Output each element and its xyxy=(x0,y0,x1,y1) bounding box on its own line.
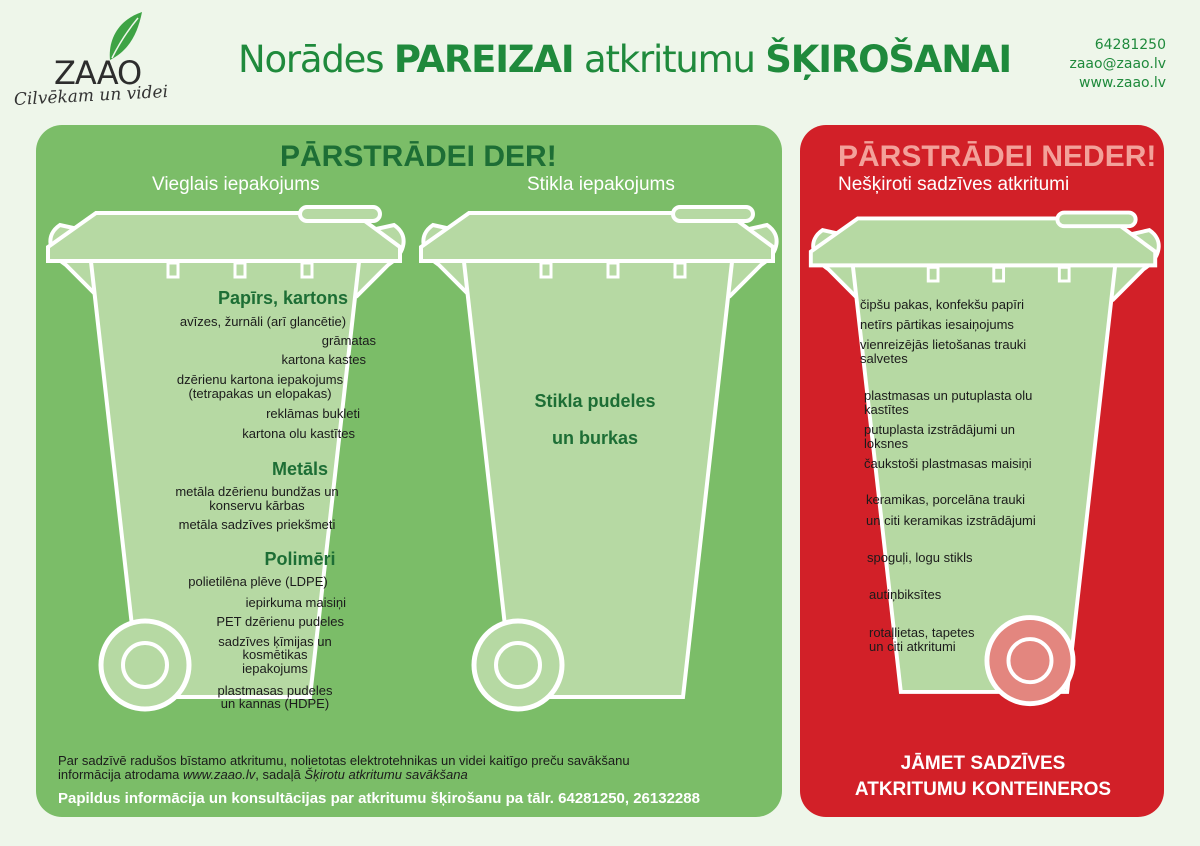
non-recyclable-item: rotaļlietas, tapetes xyxy=(869,625,975,640)
non-recyclable-item: loksnes xyxy=(864,436,909,451)
metal-category-title: Metāls xyxy=(271,459,329,479)
note-link[interactable]: www.zaao.lv xyxy=(183,767,256,782)
non-recyclable-item: plastmasas un putuplasta olu xyxy=(864,388,1033,403)
polymers-item: plastmasas pudeles xyxy=(217,683,333,698)
paper-item: kartona kastes xyxy=(281,352,366,367)
glass-bottles-label: Stikla pudeles xyxy=(534,391,656,411)
hazardous-waste-note xyxy=(58,754,718,782)
non-recyclable-item: putuplasta izstrādājumi un xyxy=(864,422,1016,437)
non-recyclable-heading: PĀRSTRĀDEI NEDER! xyxy=(838,140,1157,173)
non-recyclable-item: un citi keramikas izstrādājumi xyxy=(866,513,1036,528)
page-title: Norādes PAREIZAI atkritumu ŠĶIROŠANAI xyxy=(238,38,1011,81)
non-recyclable-item: kastītes xyxy=(864,402,909,417)
polymers-item: polietilēna plēve (LDPE) xyxy=(188,574,328,589)
non-recyclable-item: salvetes xyxy=(860,351,908,366)
paper-item: grāmatas xyxy=(321,333,376,348)
paper-item: dzērienu kartona iepakojums xyxy=(176,372,344,387)
paper-item: reklāmas bukleti xyxy=(266,406,360,421)
polymers-item: un kannas (HDPE) xyxy=(220,696,330,711)
logo-slogan: Cilvēkam un videi xyxy=(13,81,169,110)
non-recyclable-item: čaukstoši plastmasas maisiņi xyxy=(864,456,1032,471)
non-recyclable-item: netīrs pārtikas iesaiņojums xyxy=(860,317,1014,332)
consultation-info: Papildus informācija un konsultācijas par atkritumu šķirošanu pa tālr. 64281250, 26132288 xyxy=(58,790,700,807)
paper-item: (tetrapakas un elopakas) xyxy=(188,386,332,401)
metal-item: konservu kārbas xyxy=(209,498,305,513)
non-recyclable-item: spoguļi, logu stikls xyxy=(867,550,973,565)
non-recyclable-item: čipšu pakas, konfekšu papīri xyxy=(860,297,1025,312)
zaao-logo xyxy=(14,10,194,120)
paper-item: avīzes, žurnāli (arī glancētie) xyxy=(179,314,347,329)
polymers-item: iepakojums xyxy=(242,661,308,676)
glass-jars-label: un burkas xyxy=(551,428,639,448)
glass-packaging-caption: Stikla iepakojums xyxy=(527,174,675,195)
mixed-waste-caption: Nešķiroti sadzīves atkritumi xyxy=(838,174,1070,195)
polymers-category-title: Polimēri xyxy=(264,549,336,569)
contact-phone: 64281250 xyxy=(1094,37,1166,53)
non-recyclable-item: keramikas, porcelāna trauki xyxy=(866,492,1025,507)
metal-item: metāla sadzīves priekšmeti xyxy=(178,517,336,532)
contact-email[interactable]: zaao@zaao.lv xyxy=(1069,56,1166,72)
note-line-2: informācija atrodama www.zaao.lv, sadaļā Šķirotu atkritumu savākšana xyxy=(58,767,468,782)
light-packaging-caption: Vieglais iepakojums xyxy=(152,174,320,195)
polymers-item: PET dzērienu pudeles xyxy=(216,614,344,629)
metal-item: metāla dzērienu bundžas un xyxy=(175,484,339,499)
polymers-item: sadzīves ķīmijas un xyxy=(218,634,332,649)
glass-packaging-bin-icon xyxy=(413,205,783,720)
polymers-item: kosmētikas xyxy=(242,647,308,662)
logo-text: ZAAO xyxy=(54,54,142,92)
polymers-item: iepirkuma maisiņi xyxy=(245,595,346,610)
non-recyclable-item: un citi atkritumi xyxy=(869,639,956,654)
non-recyclable-instruction: JĀMET SADZĪVES ATKRITUMU KONTEINEROS xyxy=(854,753,1112,800)
contact-website[interactable]: www.zaao.lv xyxy=(1079,75,1166,91)
paper-category-title: Papīrs, kartons xyxy=(217,288,349,308)
non-recyclable-item: vienreizējās lietošanas trauki xyxy=(860,337,1027,352)
note-section: Šķirotu atkritumu savākšana xyxy=(304,767,468,782)
contact-info xyxy=(1069,36,1166,93)
non-recyclable-item: autiņbiksītes xyxy=(869,587,942,602)
recyclable-heading: PĀRSTRĀDEI DER! xyxy=(280,140,557,173)
note-line-1: Par sadzīvē radušos bīstamo atkritumu, nolietotas elektrotehnikas un videi kaitīgo preču savākšanu xyxy=(58,753,630,768)
paper-item: kartona olu kastītes xyxy=(242,426,355,441)
